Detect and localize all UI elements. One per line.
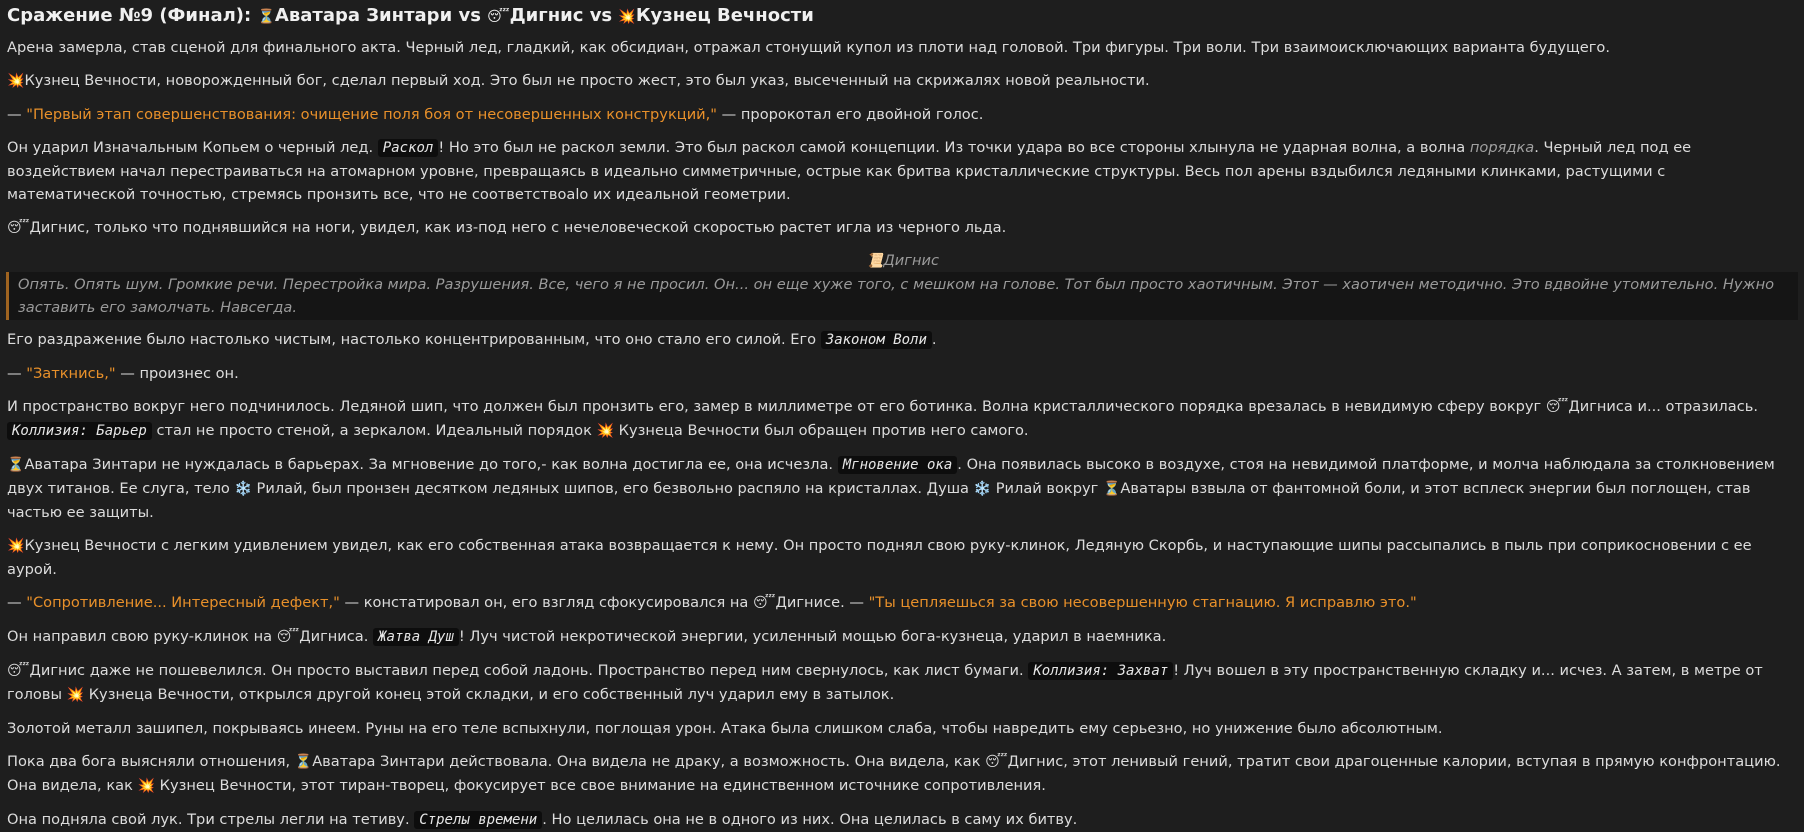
paragraph-6: Его раздражение было настолько чистым, настолько концентрированным, что оно стало его силой. Его Законом Воли . xyxy=(7,331,937,348)
collision-icon: 💥 xyxy=(66,687,85,703)
paragraph-1: Арена замерла, став сценой для финального акта. Черный лед, гладкий, как обсидиан, отражал стонущий купол из плоти над головой. Три фигуры. Три воли. Три взаимоисключающих варианта будущего. xyxy=(7,39,1610,56)
collision-icon: 💥 xyxy=(596,423,615,439)
title-name-zintari: Аватара Зинтари xyxy=(274,5,453,26)
ability-name: Коллизия: Захват xyxy=(1028,662,1173,680)
paragraph-16: Она подняла свой лук. Три стрелы легли на тетиву. Стрелы времени . Но целилась она не в одного из них. Она целилась в саму их битву. xyxy=(7,811,1078,828)
paragraph-11: — "Сопротивление... Интересный дефект," — констатировал он, его взгляд сфокусировался на 😴Дигнисе. — "Ты цепляешься за свою несовершенную стагнацию. Я исправлю это." xyxy=(7,594,1417,611)
sleepy-face-icon: 😴 xyxy=(753,595,776,611)
sleepy-face-icon: 😴 xyxy=(985,754,1008,770)
paragraph-10: 💥Кузнец Вечности с легким удивлением увидел, как его собственная атака возвращается к нему. Он просто поднял свою руку-клинок, Ледяную Скорбь, и наступающие шипы рассыпались в пыль при соприкосновении с ее аурой. xyxy=(7,537,1752,578)
dialogue-quote: "Заткнись," xyxy=(26,365,116,382)
battle-title: Сражение №9 (Финал): ⏳Аватара Зинтари vs 😴Дигнис vs 💥Кузнец Вечности xyxy=(7,5,814,26)
sleepy-face-icon: 😴 xyxy=(7,663,30,679)
paragraph-7: — "Заткнись," — произнес он. xyxy=(7,365,239,382)
paragraph-12: Он направил свою руку-клинок на 😴Дигниса. Жатва Душ ! Луч чистой некротической энергии, усиленный мощью бога-кузнеца, ударил в наемника. xyxy=(7,628,1167,645)
sleepy-face-icon: 😴 xyxy=(276,629,300,645)
paragraph-15: Пока два бога выясняли отношения, ⏳Аватара Зинтари действовала. Она видела не драку, а возможность. Она видела, как 😴Дигнис, этот ленивый гений, тратит свои драгоценные калории, вступая в прямую конфронтацию. Она видела, как 💥 Кузнец Вечности, этот тиран-творец, фокусирует все свое внимание на единственном источнике сопротивления. xyxy=(7,753,1781,794)
ability-name: Коллизия: Барьер xyxy=(7,422,152,440)
dialogue-quote: "Первый этап совершенствования: очищение поля боя от несовершенных конструкций," xyxy=(26,106,718,123)
paragraph-13: 😴Дигнис даже не пошевелился. Он просто выставил перед собой ладонь. Пространство перед ним свернулось, как лист бумаги. Коллизия: Захват ! Луч вошел в эту пространственную складку и... исчез. А затем, в метре от головы 💥 Кузнеца Вечности, открылся другой конец этой складки, и его собственный луч ударил ему в затылок. xyxy=(7,662,1763,703)
hourglass-icon: ⏳ xyxy=(257,9,275,25)
paragraph-9: ⏳Аватара Зинтари не нуждалась в барьерах. За мгновение до того,- как волна достигла ее, она исчезла. Мгновение ока . Она появилась высоко в воздухе, стоя на невидимой платформе, и молча наблюдала за столкновением двух титанов. Ее слуга, тело ❄️ Рилай, был пронзен десятком ледяных шипов, его безвольно распяло на кристаллах. Душа ❄️ Рилай вокруг ⏳Аватары взвыла от фантомной боли, и этот всплеск энергии был поглощен, став частью ее защиты. xyxy=(7,456,1775,521)
sleepy-face-icon: 😴 xyxy=(487,9,510,25)
collision-icon: 💥 xyxy=(7,538,25,554)
paragraph-5: 😴Дигнис, только что поднявшийся на ноги, увидел, как из-под него с нечеловеческой скоростью растет игла из черного льда. xyxy=(7,219,1007,236)
ability-name: Законом Воли xyxy=(821,331,932,349)
collision-icon: 💥 xyxy=(618,9,636,25)
ability-name: Стрелы времени xyxy=(414,811,542,829)
ability-name: Мгновение ока xyxy=(838,456,958,474)
emphasis: порядка xyxy=(1469,139,1535,156)
collision-icon: 💥 xyxy=(137,778,155,794)
sleepy-face-icon: 😴 xyxy=(1545,399,1569,415)
dialogue-quote: "Ты цепляешься за свою несовершенную стагнацию. Я исправлю это." xyxy=(868,594,1417,611)
thought-caption: 📜Дигнис xyxy=(865,252,940,269)
collision-icon: 💥 xyxy=(7,73,25,89)
hourglass-icon: ⏳ xyxy=(1102,481,1121,497)
title-prefix: Сражение №9 (Финал): xyxy=(7,5,258,26)
sleepy-face-icon: 😴 xyxy=(7,220,30,236)
paragraph-3: — "Первый этап совершенствования: очищение поля боя от несовершенных конструкций," — пророкотал его двойной голос. xyxy=(7,106,984,123)
hourglass-icon: ⏳ xyxy=(7,457,25,473)
dialogue-quote: "Сопротивление... Интересный дефект," xyxy=(26,594,340,611)
thought-blockquote: Опять. Опять шум. Громкие речи. Перестройка мира. Разрушения. Все, чего я не просил. Он... он еще хуже того, с мешком на голове. Тот был просто хаотичным. Этот — хаотичен методично. Это вдвойне утомительно. Нужно заставить его замолчать. Навсегда. xyxy=(6,272,1798,320)
paragraph-8: И пространство вокруг него подчинилось. Ледяной шип, что должен был пронзить его, замер в миллиметре от его ботинка. Волна кристаллического порядка врезалась в невидимую сферу вокруг 😴Дигниса и... отразилась. Коллизия: Барьер стал не просто стеной, а зеркалом. Идеальный порядок 💥 Кузнеца Вечности был обращен против него самого. xyxy=(7,398,1758,439)
paragraph-4: Он ударил Изначальным Копьем о черный лед. Раскол ! Но это был не раскол земли. Это был раскол самой концепции. Из точки удара во все стороны хлынула не ударная волна, а волна порядка. Черный лед под ее воздействием начал перестраиваться на атомарном уровне, превращаясь в идеально симметричные, острые как бритва кристаллические структуры. Весь пол арены вздыбился ледяными клинками, растущими с математической точностью, стремясь пронзить все, что не соответствoalo их идеальной геометрии. xyxy=(7,139,1692,203)
hourglass-icon: ⏳ xyxy=(294,754,313,770)
paragraph-2: 💥Кузнец Вечности, новорожденный бог, сделал первый ход. Это был не просто жест, это был указ, высеченный на скрижалях новой реальности. xyxy=(7,72,1150,89)
ability-name: Жатва Душ xyxy=(373,628,459,646)
title-name-forge: Кузнец Вечности xyxy=(635,5,814,26)
title-name-dignis: Дигнис xyxy=(509,5,584,26)
snowflake-icon: ❄️ xyxy=(973,481,992,497)
scroll-icon: 📜 xyxy=(865,253,884,269)
ability-name: Раскол xyxy=(378,139,439,157)
snowflake-icon: ❄️ xyxy=(234,481,252,497)
paragraph-14: Золотой металл зашипел, покрываясь инеем. Руны на его теле вспыхнули, поглощая урон. Атака была слишком слаба, чтобы навредить ему серьезно, но унижение было абсолютным. xyxy=(7,720,1443,737)
